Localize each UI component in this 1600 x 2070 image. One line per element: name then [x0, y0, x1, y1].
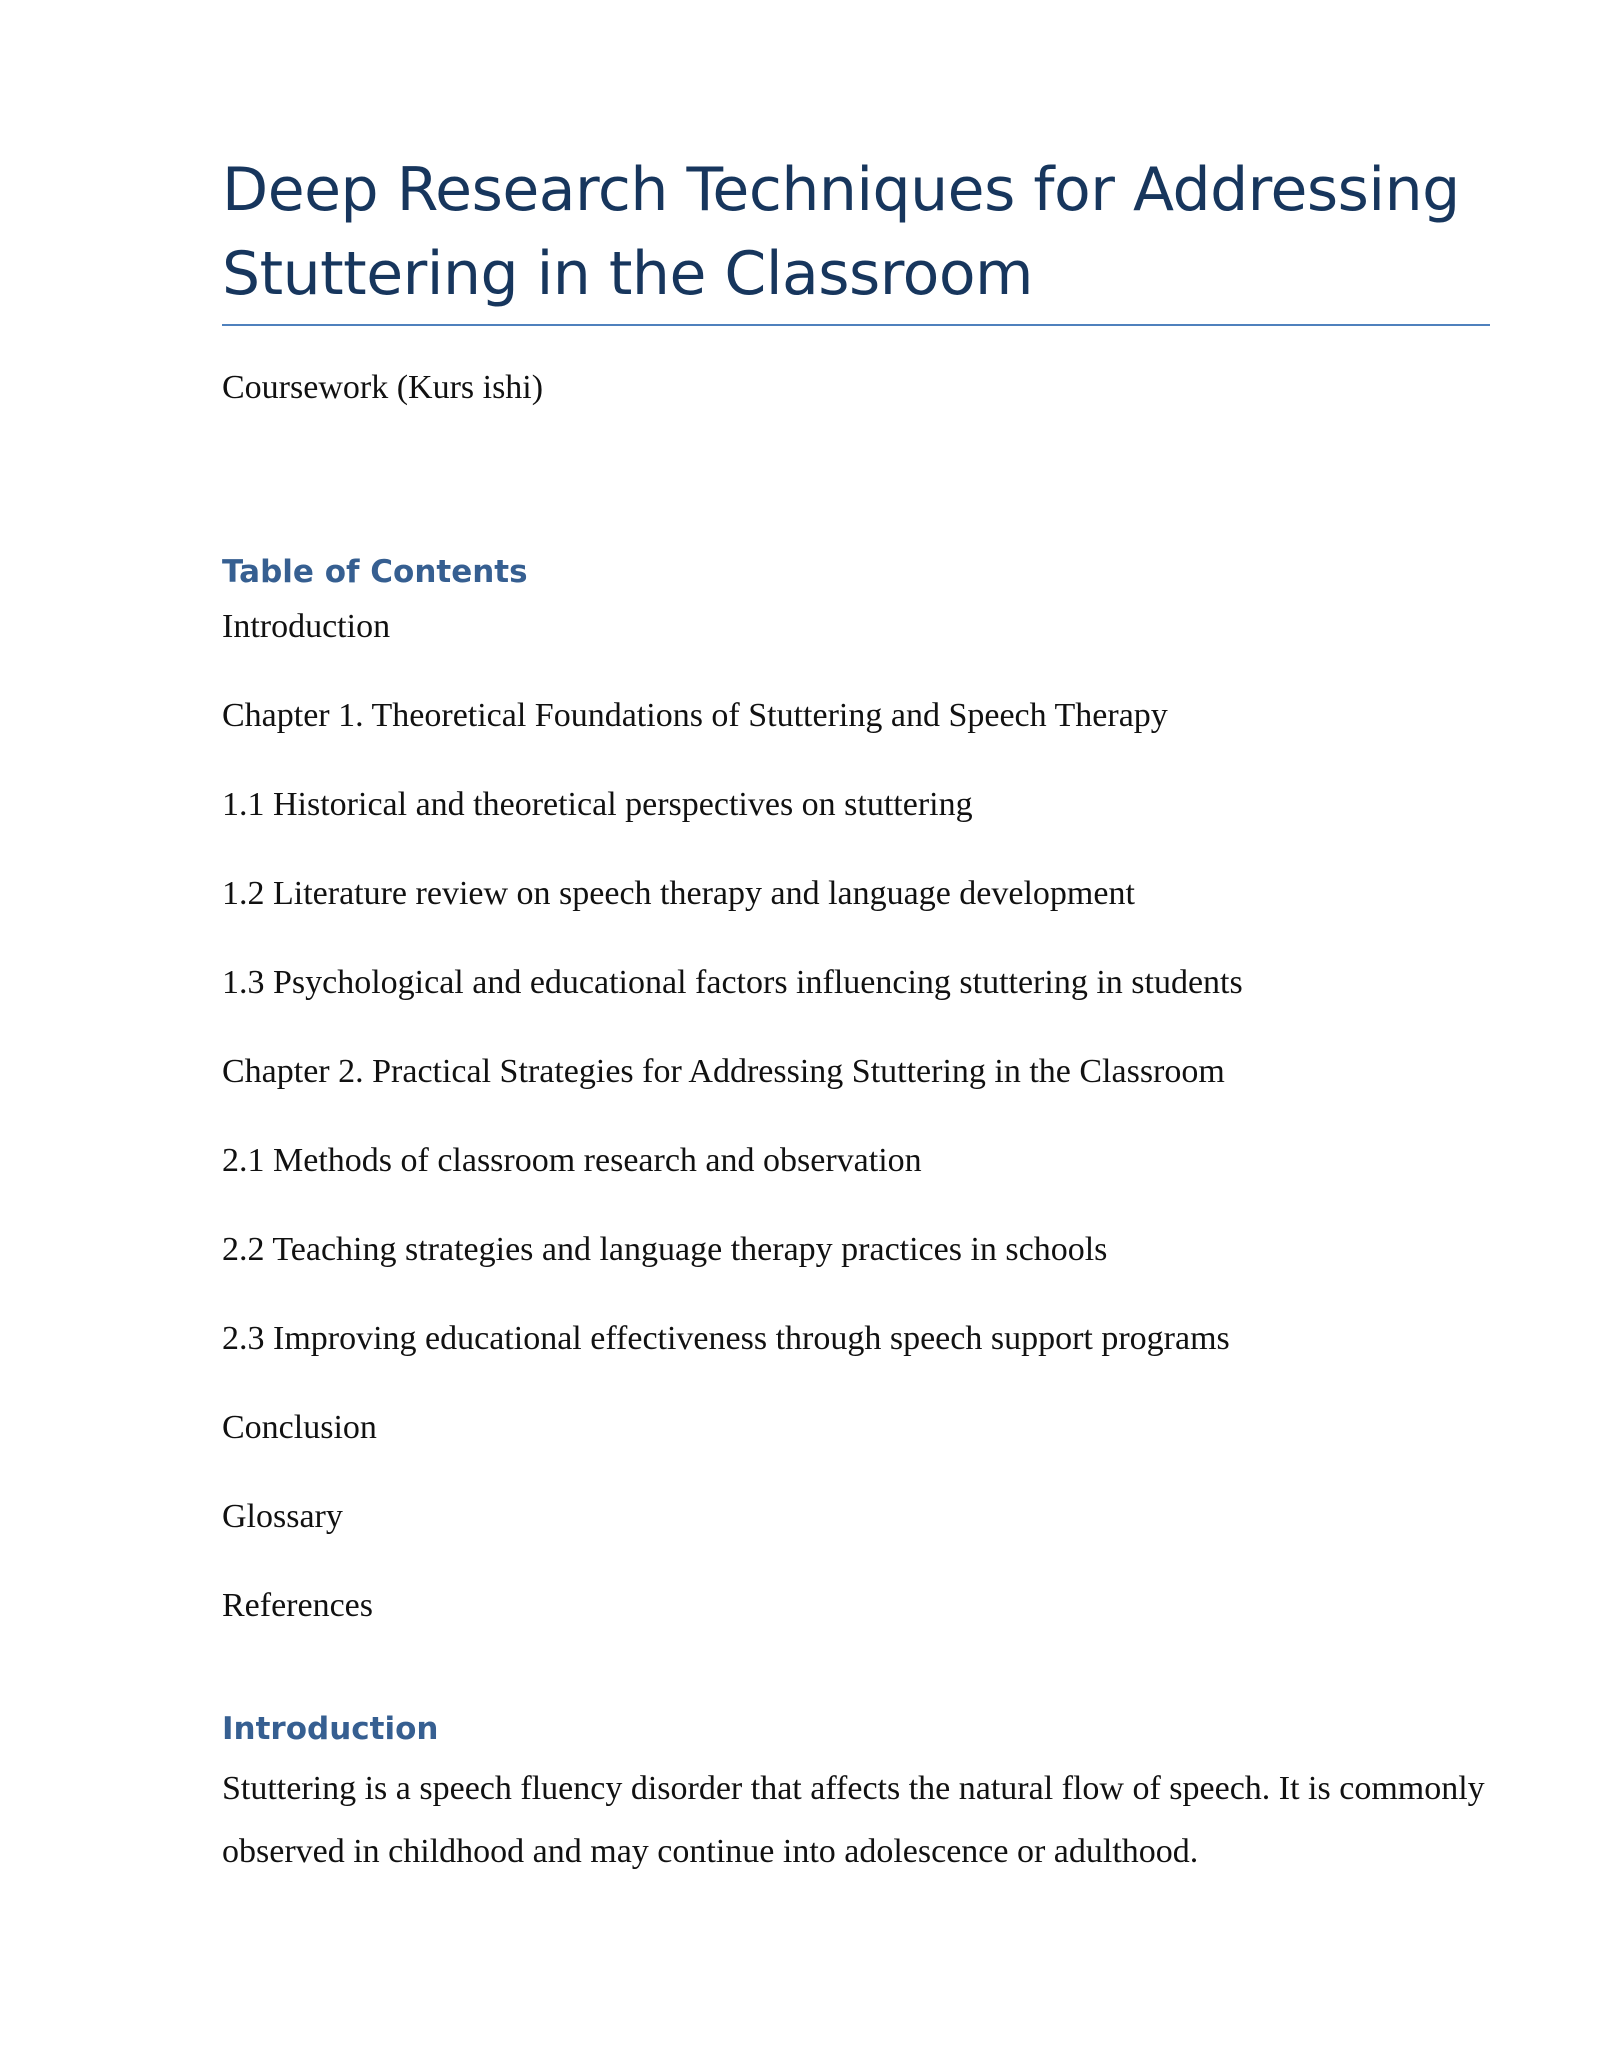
toc-item-conclusion[interactable]: Conclusion — [222, 1409, 377, 1446]
document-subtitle: Coursework (Kurs ishi) — [222, 369, 544, 406]
toc-item-section-1-3[interactable]: 1.3 Psychological and educational factors influencing stuttering in students — [222, 964, 1243, 1001]
toc-item-section-2-2[interactable]: 2.2 Teaching strategies and language therapy practices in schools — [222, 1231, 1108, 1268]
toc-item-references[interactable]: References — [222, 1587, 374, 1624]
toc-item-chapter-1[interactable]: Chapter 1. Theoretical Foundations of Stuttering and Speech Therapy — [222, 697, 1168, 734]
toc-item-section-2-1[interactable]: 2.1 Methods of classroom research and observation — [222, 1142, 922, 1179]
toc-item-section-1-1[interactable]: 1.1 Historical and theoretical perspectives on stuttering — [222, 786, 973, 823]
toc-item-glossary[interactable]: Glossary — [222, 1498, 343, 1535]
introduction-heading: Introduction — [222, 1711, 439, 1747]
document-title: Deep Research Techniques for Addressing Stuttering in the Classroom — [222, 155, 1460, 309]
toc-heading: Table of Contents — [222, 554, 528, 590]
toc-item-chapter-2[interactable]: Chapter 2. Practical Strategies for Addressing Stuttering in the Classroom — [222, 1053, 1225, 1090]
title-underline-rule — [222, 324, 1490, 326]
introduction-paragraph: Stuttering is a speech fluency disorder that affects the natural flow of speech. It is commonly observed in childhood and may continue into adolescence or adulthood. — [222, 1770, 1485, 1870]
toc-item-section-1-2[interactable]: 1.2 Literature review on speech therapy and language development — [222, 875, 1135, 912]
toc-list — [222, 605, 1490, 1628]
toc-item-section-2-3[interactable]: 2.3 Improving educational effectiveness through speech support programs — [222, 1320, 1230, 1357]
page-content — [222, 148, 1490, 1883]
toc-item-introduction[interactable]: Introduction — [222, 608, 391, 645]
